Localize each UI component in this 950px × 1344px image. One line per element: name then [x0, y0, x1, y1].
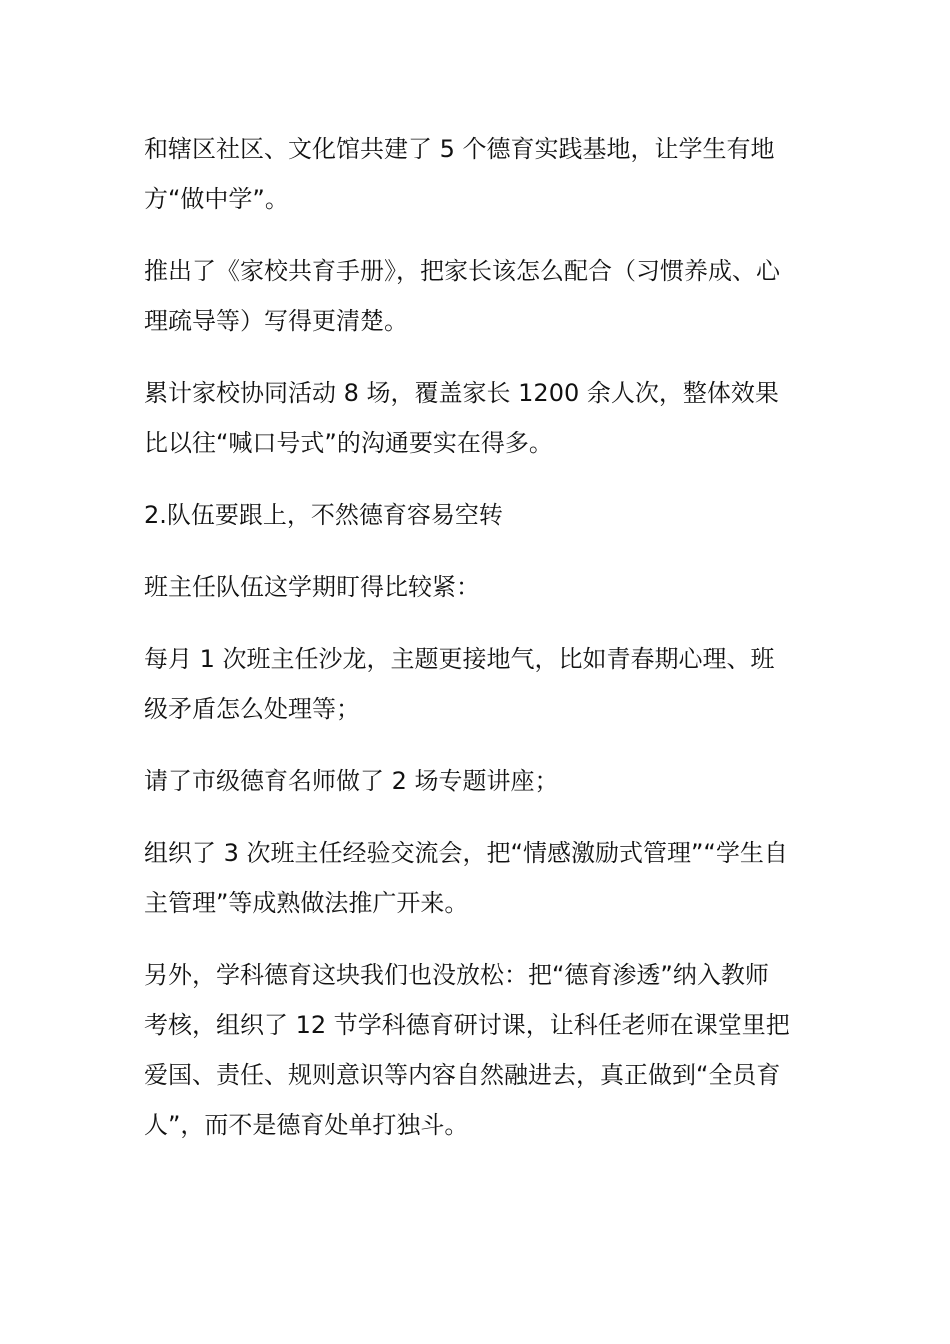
paragraph-activities: 累计家校协同活动 8 场，覆盖家长 1200 余人次，整体效果比以往“喊口号式”的沟通要实在得多。	[144, 379, 779, 457]
paragraph-practice-bases: 和辖区社区、文化馆共建了 5 个德育实践基地，让学生有地方“做中学”。	[144, 135, 775, 213]
paragraph-handbook: 推出了《家校共育手册》，把家长该怎么配合（习惯养成、心理疏导等）写得更清楚。	[144, 257, 780, 335]
paragraph-exchange: 组织了 3 次班主任经验交流会，把“情感激励式管理”“学生自主管理”等成熟做法推广开来。	[144, 839, 788, 917]
section-heading: 2.队伍要跟上，不然德育容易空转	[144, 501, 503, 529]
paragraph-lectures: 请了市级德育名师做了 2 场专题讲座；	[144, 767, 559, 795]
paragraph-team-intro: 班主任队伍这学期盯得比较紧：	[144, 573, 480, 601]
document-body	[144, 124, 792, 1172]
paragraph-subject-moral-education: 另外，学科德育这块我们也没放松：把“德育渗透”纳入教师考核，组织了 12 节学科德育研讨课，让科任老师在课堂里把爱国、责任、规则意识等内容自然融进去，真正做到“全员育人”，而不是德育处单打独斗。	[144, 961, 790, 1139]
paragraph-salon: 每月 1 次班主任沙龙，主题更接地气，比如青春期心理、班级矛盾怎么处理等；	[144, 645, 775, 723]
